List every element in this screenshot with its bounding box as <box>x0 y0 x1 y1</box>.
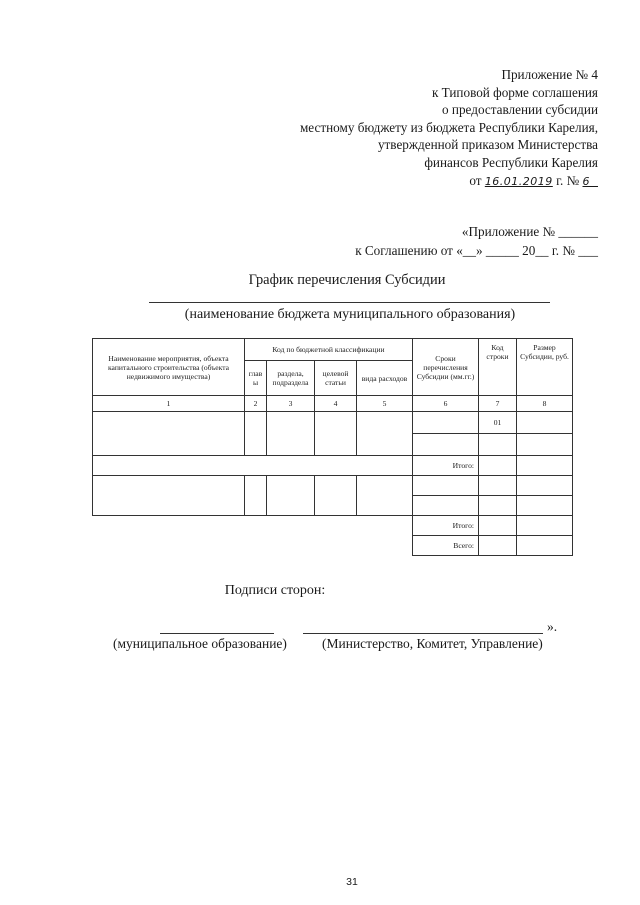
cell-empty <box>413 476 479 496</box>
appendix-date-line <box>178 172 598 191</box>
cell-empty <box>479 496 517 516</box>
cell-empty <box>479 434 517 456</box>
document-title <box>0 272 640 289</box>
appendix-line-1: Приложение № 4 <box>501 67 598 82</box>
col-num-4: 4 <box>315 396 357 412</box>
subtotal-label-2: Итого: <box>413 516 479 536</box>
appendix-line-3: о предоставлении субсидии <box>442 102 598 118</box>
col-num-3: 3 <box>267 396 315 412</box>
header-target: целевой статьи <box>315 361 357 396</box>
header-chapter: глав ы <box>245 361 267 396</box>
cell-empty <box>517 456 573 476</box>
header-budget-code: Код по бюджетной классификации <box>245 339 413 361</box>
col-num-8: 8 <box>517 396 573 412</box>
cell-empty <box>93 476 245 516</box>
cell-empty <box>267 476 315 516</box>
cell-empty <box>93 412 245 456</box>
agreement-appendix-line-1: «Приложение № ______ <box>461 224 598 239</box>
party-municipal-label: (муниципальное образование) <box>113 636 287 651</box>
header-section: раздела, подраздела <box>267 361 315 396</box>
handwritten-date: 16.01.2019 <box>484 174 553 188</box>
budget-name-line <box>149 302 550 303</box>
cell-empty <box>517 516 573 536</box>
closing-quote: ». <box>547 619 558 634</box>
header-name: Наименование мероприятия, объекта капитального строительства (объекта недвижимого имущества) <box>93 339 245 396</box>
cell-empty <box>245 412 267 456</box>
total-row <box>93 536 573 556</box>
signatures-heading <box>0 583 640 599</box>
col-num-5: 5 <box>357 396 413 412</box>
cell-empty <box>517 496 573 516</box>
subtotal-row-2 <box>93 516 573 536</box>
cell-empty <box>517 476 573 496</box>
number-underline <box>590 175 598 188</box>
cell-empty <box>413 412 479 434</box>
cell-empty <box>93 456 413 476</box>
cell-empty <box>315 476 357 516</box>
col-num-1: 1 <box>93 396 245 412</box>
column-number-row <box>93 396 573 412</box>
handwritten-number: 6 <box>582 174 590 188</box>
cell-empty <box>413 496 479 516</box>
signature-line-municipal <box>160 633 274 634</box>
table-row <box>93 412 573 434</box>
cell-empty <box>517 536 573 556</box>
appendix-header <box>178 66 598 190</box>
page-number-text: 31 <box>346 876 358 888</box>
cell-empty <box>479 456 517 476</box>
row-code-01: 01 <box>479 412 517 434</box>
appendix-line-6: финансов Республики Карелия <box>424 154 598 170</box>
appendix-line-4: местному бюджету из бюджета Республики Карелия, <box>299 119 598 135</box>
col-num-2: 2 <box>245 396 267 412</box>
cell-empty <box>357 476 413 516</box>
appendix-line-2: к Типовой форме соглашения <box>431 84 598 100</box>
date-prefix: от <box>469 172 482 188</box>
cell-empty <box>517 412 573 434</box>
header-row-code: Код строки <box>479 339 517 396</box>
signatures-heading-text: Подписи сторон: <box>224 583 326 598</box>
cell-empty <box>479 536 517 556</box>
header-terms: Сроки перечисления Субсидии (мм.гг.) <box>413 339 479 396</box>
header-amount: Размер Субсидии, руб. <box>517 339 573 396</box>
budget-caption <box>0 307 640 323</box>
cell-empty <box>93 536 413 556</box>
page-number <box>0 876 640 888</box>
date-year-suffix: г. № <box>556 172 580 188</box>
subtotal-label: Итого: <box>413 456 479 476</box>
cell-empty <box>517 434 573 456</box>
document-title-text: График перечисления Субсидии <box>248 272 446 288</box>
appendix-line-5: утвержденной приказом Министерства <box>377 137 598 153</box>
table-row <box>93 476 573 496</box>
cell-empty <box>93 516 413 536</box>
cell-empty <box>413 434 479 456</box>
col-num-6: 6 <box>413 396 479 412</box>
agreement-appendix-line-2: к Соглашению от «__» _____ 20__ г. № ___ <box>355 243 598 258</box>
agreement-appendix <box>178 222 598 260</box>
cell-empty <box>315 412 357 456</box>
cell-empty <box>479 516 517 536</box>
col-num-7: 7 <box>479 396 517 412</box>
subtotal-row <box>93 456 573 476</box>
party-ministry-label: (Министерство, Комитет, Управление) <box>322 636 543 651</box>
cell-empty <box>357 412 413 456</box>
cell-empty <box>245 476 267 516</box>
signature-line-ministry <box>303 633 543 634</box>
cell-empty <box>479 476 517 496</box>
total-label: Всего: <box>413 536 479 556</box>
payment-schedule-table <box>92 338 573 556</box>
budget-caption-text: (наименование бюджета муниципального образования) <box>184 307 516 322</box>
cell-empty <box>267 412 315 456</box>
header-expense-type: вида расходов <box>357 361 413 396</box>
